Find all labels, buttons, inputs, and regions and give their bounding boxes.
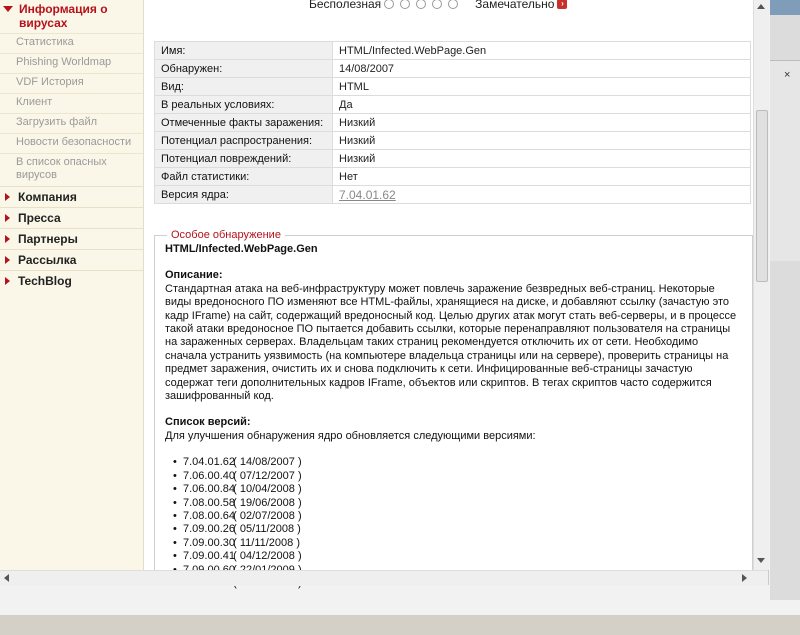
row-value: Низкий — [333, 150, 751, 168]
row-key: Отмеченные факты заражения: — [155, 114, 333, 132]
sidebar — [0, 0, 144, 585]
sidebar-item-statistics[interactable]: Статистика — [0, 33, 143, 53]
version-date: ( 11/11/2008 ) — [233, 536, 300, 549]
sidebar-item-newsletter[interactable] — [0, 249, 143, 270]
expand-arrow-icon — [3, 6, 13, 12]
list-item: • 7.09.00.26 ( 05/11/2008 ) — [173, 523, 301, 536]
sidebar-item-dangerous-list[interactable]: В список опасных вирусов — [0, 153, 143, 186]
sidebar-item-security-news[interactable]: Новости безопасности — [0, 133, 143, 153]
row-key: Файл статистики: — [155, 168, 333, 186]
scroll-right-arrow-icon[interactable] — [742, 574, 747, 582]
rating-radio-2[interactable] — [400, 0, 410, 9]
version-date: ( 07/12/2007 ) — [233, 469, 302, 482]
scroll-left-arrow-icon[interactable] — [4, 574, 9, 582]
version-number: 7.09.00.41 — [183, 550, 235, 563]
list-item: • 7.08.00.64 ( 02/07/2008 ) — [173, 509, 302, 522]
sidebar-item-client[interactable]: Клиент — [0, 93, 143, 113]
rating-radio-5[interactable] — [448, 0, 458, 9]
rating-radio-4[interactable] — [432, 0, 442, 9]
right-arrow-icon — [5, 277, 10, 285]
table-row — [155, 42, 751, 60]
rating-low-label: Бесполезная — [309, 0, 382, 11]
table-row — [155, 132, 751, 150]
scroll-down-arrow-icon[interactable] — [757, 558, 765, 563]
list-item: • 7.06.00.40 ( 07/12/2007 ) — [173, 469, 302, 482]
rating-high-label: Замечательно — [475, 0, 555, 11]
vertical-scroll-thumb[interactable] — [756, 110, 768, 282]
vertical-scrollbar[interactable] — [753, 0, 769, 570]
version-number: 7.04.01.62 — [183, 456, 235, 469]
sidebar-item-press[interactable] — [0, 207, 143, 228]
sidebar-item-phishing-worldmap[interactable]: Phishing Worldmap — [0, 53, 143, 73]
sidebar-section-title: Информация о вирусах — [19, 2, 108, 30]
version-date: ( 04/12/2008 ) — [233, 550, 302, 563]
sidebar-item-label: Пресса — [18, 211, 61, 225]
row-key: В реальных условиях: — [155, 96, 333, 114]
version-date: ( 19/06/2008 ) — [233, 496, 302, 509]
version-number: 7.09.00.26 — [183, 523, 235, 536]
right-arrow-icon — [5, 214, 10, 222]
row-key: Имя: — [155, 42, 333, 60]
sidebar-item-partners[interactable] — [0, 228, 143, 249]
rating-widget — [309, 0, 567, 11]
sidebar-item-techblog[interactable] — [0, 270, 143, 291]
table-row — [155, 150, 751, 168]
background-window-titlebar — [770, 0, 800, 15]
row-value: 14/08/2007 — [333, 60, 751, 78]
row-key: Обнаружен: — [155, 60, 333, 78]
special-detection-box — [154, 229, 753, 576]
sidebar-item-vdf-history[interactable]: VDF История — [0, 73, 143, 93]
table-row — [155, 168, 751, 186]
version-date: ( 14/08/2007 ) — [233, 456, 302, 469]
table-row — [155, 96, 751, 114]
version-date: ( 10/04/2008 ) — [233, 483, 302, 496]
sidebar-item-label: Партнеры — [18, 232, 78, 246]
list-item: • 7.08.00.58 ( 19/06/2008 ) — [173, 496, 302, 509]
row-key: Потенциал повреждений: — [155, 150, 333, 168]
os-taskbar — [0, 615, 800, 635]
version-date: ( 02/07/2008 ) — [233, 509, 302, 522]
right-arrow-icon — [5, 235, 10, 243]
background-close-icon: × — [784, 69, 791, 81]
box-legend: Особое обнаружение — [167, 229, 285, 241]
row-value: HTML/Infected.WebPage.Gen — [333, 42, 751, 60]
version-number: 7.06.00.40 — [183, 469, 235, 482]
table-row — [155, 114, 751, 132]
row-value: Низкий — [333, 114, 751, 132]
background-window-edge — [770, 0, 800, 600]
right-arrow-icon — [5, 193, 10, 201]
description-text: Стандартная атака на веб-инфраструктуру может повлечь заражение безвредных веб-страниц. Некоторые виды вредоносного ПО изменяют все HTML-файлы, хранящиеся на диске, и добавляют ссылку (зачастую это кадр IFrame) на сайт, содержащий вредоносный код. Целью других атак могут стать веб-серверы, и в процессе такой атаки вредоносное ПО пытается добавить ссылки, которые перенаправляют пользователя на страницы на зараженных серверах. Владельцам таких страниц рекомендуется отключить их от сети. Необходимо сначала устранить уязвимость (на компьютере владельца страницы или на сервере), проверить страницы на предмет заражения, очистить их и снова подключить к сети. Инфицированные веб-страницы зачастую содержат теги дополнительных кадров IFrame, объектов или скриптов. В тегах скриптов часто содержится зашифрованный код. — [165, 282, 737, 403]
list-item: • 7.04.01.62 ( 14/08/2007 ) — [173, 456, 302, 469]
rating-radio-1[interactable] — [384, 0, 394, 9]
row-value: Нет — [333, 168, 751, 186]
version-number: 7.06.00.84 — [183, 483, 235, 496]
description-heading: Описание: — [165, 269, 223, 282]
background-window-panel — [770, 60, 800, 261]
list-item: • 7.09.00.41 ( 04/12/2008 ) — [173, 550, 302, 563]
table-row — [155, 78, 751, 96]
main-content — [144, 0, 753, 570]
table-row — [155, 186, 751, 204]
right-arrow-icon — [5, 256, 10, 264]
row-key: Вид: — [155, 78, 333, 96]
version-number: 7.08.00.58 — [183, 496, 235, 509]
submit-arrow-icon[interactable]: › — [557, 0, 567, 9]
row-key: Версия ядра: — [155, 186, 333, 204]
version-date: ( 05/11/2008 ) — [233, 523, 301, 536]
sidebar-item-company[interactable] — [0, 186, 143, 207]
row-value: HTML — [333, 78, 751, 96]
sidebar-section-virus-info[interactable] — [0, 0, 143, 33]
horizontal-scrollbar[interactable] — [0, 570, 768, 586]
sidebar-item-upload-file[interactable]: Загрузить файл — [0, 113, 143, 133]
versions-intro: Для улучшения обнаружения ядро обновляется следующими версиями: — [165, 429, 536, 442]
virus-info-table — [154, 41, 751, 204]
rating-radio-3[interactable] — [416, 0, 426, 9]
row-value: Да — [333, 96, 751, 114]
scroll-up-arrow-icon[interactable] — [757, 4, 765, 9]
list-item: • 7.09.00.30 ( 11/11/2008 ) — [173, 536, 300, 549]
sidebar-item-label: Компания — [18, 190, 77, 204]
row-value: Низкий — [333, 132, 751, 150]
detection-name: HTML/Infected.WebPage.Gen — [165, 243, 318, 255]
engine-version-link[interactable]: 7.04.01.62 — [339, 187, 396, 202]
versions-heading: Список версий: — [165, 416, 251, 429]
row-key: Потенциал распространения: — [155, 132, 333, 150]
row-value — [333, 186, 751, 204]
sidebar-item-label: Рассылка — [18, 253, 77, 267]
version-number: 7.08.00.64 — [183, 509, 235, 522]
sidebar-item-label: TechBlog — [18, 274, 72, 288]
list-item: • 7.06.00.84 ( 10/04/2008 ) — [173, 483, 302, 496]
table-row — [155, 60, 751, 78]
version-number: 7.09.00.30 — [183, 536, 235, 549]
